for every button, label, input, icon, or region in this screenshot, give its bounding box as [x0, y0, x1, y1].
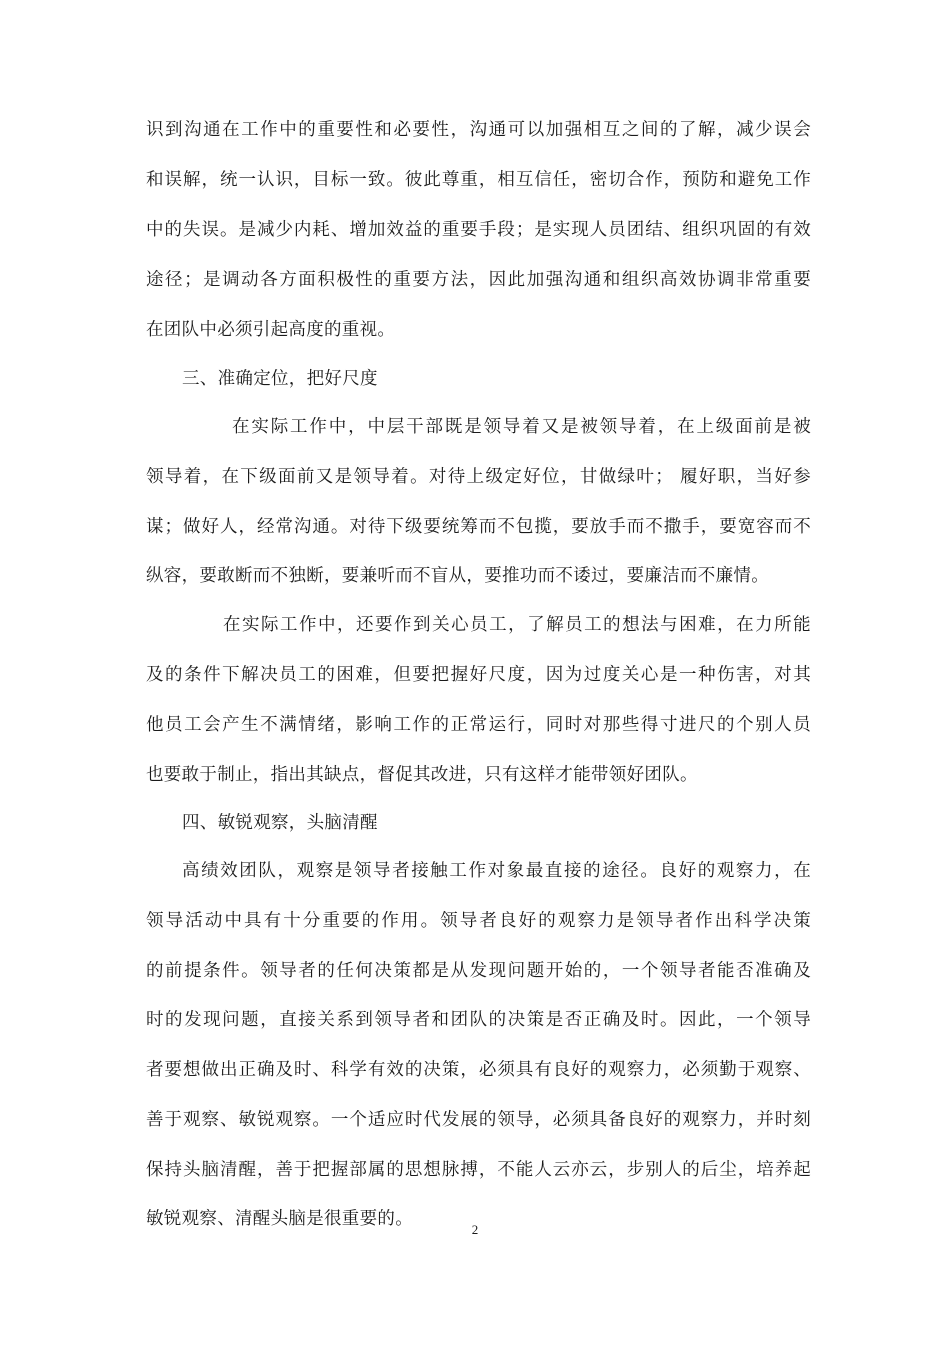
paragraph-line: 者要想做出正确及时、科学有效的决策，必须具有良好的观察力，必须勤于观察、: [146, 1060, 811, 1080]
paragraph-line: 他员工会产生不满情绪，影响工作的正常运行，同时对那些得寸进尺的个别人员: [146, 715, 811, 735]
paragraph-line: 敏锐观察、清醒头脑是很重要的。: [146, 1209, 413, 1229]
page-number: 2: [471, 1222, 479, 1237]
paragraph-line: 的前提条件。领导者的任何决策都是从发现问题开始的，一个领导者能否准确及: [146, 961, 811, 981]
paragraph-line: 及的条件下解决员工的困难，但要把握好尺度，因为过度关心是一种伤害，对其: [146, 665, 811, 685]
paragraph-line: 谋；做好人，经常沟通。对待下级要统筹而不包揽，要放手而不撒手，要宽容而不: [146, 517, 811, 537]
paragraph-line: 在团队中必须引起高度的重视。: [146, 320, 396, 340]
section-heading: 三、准确定位，把好尺度: [182, 369, 378, 389]
paragraph-line: 保持头脑清醒，善于把握部属的思想脉搏，不能人云亦云，步别人的后尘，培养起: [146, 1160, 811, 1180]
paragraph-line: 领导着，在下级面前又是领导着。对待上级定好位，甘做绿叶； 履好职，当好参: [146, 467, 811, 487]
paragraph-line: 识到沟通在工作中的重要性和必要性，沟通可以加强相互之间的了解，减少误会: [146, 120, 811, 140]
paragraph-line: 纵容，要敢断而不独断，要兼听而不盲从，要推功而不诿过，要廉洁而不廉情。: [146, 566, 769, 586]
paragraph-line: 时的发现问题，直接关系到领导者和团队的决策是否正确及时。因此，一个领导: [146, 1010, 811, 1030]
paragraph-line: 领导活动中具有十分重要的作用。领导者良好的观察力是领导者作出科学决策: [146, 911, 811, 931]
paragraph-line: 在实际工作中，中层干部既是领导着又是被领导着，在上级面前是被: [232, 417, 811, 437]
paragraph-line: 在实际工作中，还要作到关心员工，了解员工的想法与困难，在力所能: [223, 615, 811, 635]
paragraph-line: 途径；是调动各方面积极性的重要方法，因此加强沟通和组织高效协调非常重要: [146, 270, 811, 290]
paragraph-line: 中的失误。是减少内耗、增加效益的重要手段；是实现人员团结、组织巩固的有效: [146, 220, 811, 240]
section-heading: 四、敏锐观察，头脑清醒: [182, 813, 378, 833]
paragraph-line: 也要敢于制止，指出其缺点，督促其改进，只有这样才能带领好团队。: [146, 765, 698, 785]
paragraph-line: 和误解，统一认识，目标一致。彼此尊重，相互信任，密切合作，预防和避免工作: [146, 170, 811, 190]
paragraph-line: 善于观察、敏锐观察。一个适应时代发展的领导，必须具备良好的观察力，并时刻: [146, 1110, 811, 1130]
paragraph-line: 高绩效团队，观察是领导者接触工作对象最直接的途径。良好的观察力，在: [182, 861, 811, 881]
